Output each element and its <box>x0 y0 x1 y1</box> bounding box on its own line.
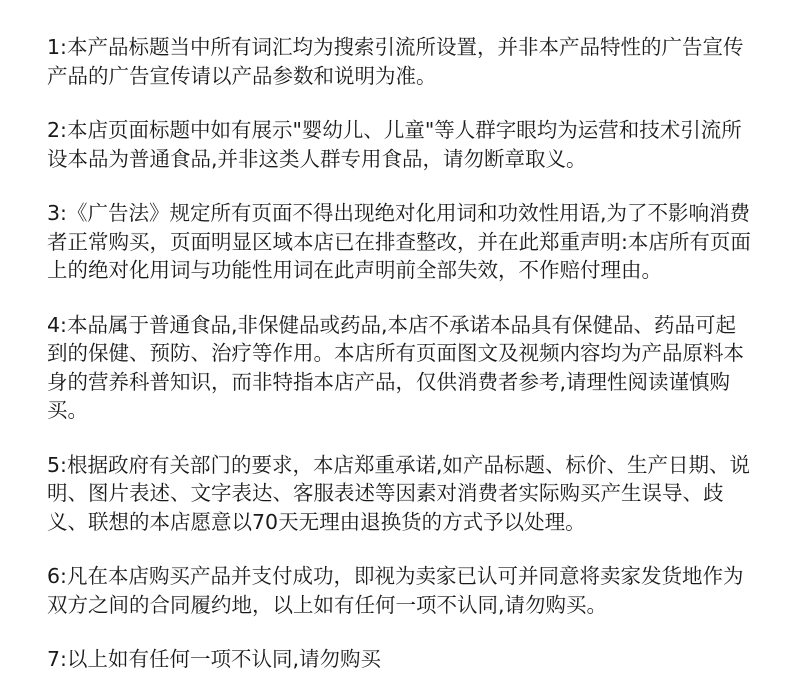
notice-paragraph-4: 4:本品属于普通食品,非保健品或药品,本店不承诺本品具有保健品、药品可起到的保健、预防、治疗等作用。本店所有页面图文及视频内容均为产品原料本身的营养科普知识，而非特指本店产品，仅供消费者参考,请理性阅读谨慎购买。 <box>47 312 744 422</box>
notice-paragraph-6: 6:凡在本店购买产品并支付成功，即视为卖家已认可并同意将卖家发货地作为双方之间的合同履约地，以上如有任何一项不认同,请勿购买。 <box>47 564 744 617</box>
notice-paragraph-5: 5:根据政府有关部门的要求，本店郑重承诺,如产品标题、标价、生产日期、说明、图片表述、文字表达、客服表述等因素对消费者实际购买产生误导、歧义、联想的本店愿意以70天无理由退换货的方式予以处理。 <box>47 452 750 534</box>
notice-paragraph-3: 3:《广告法》规定所有页面不得出现绝对化用词和功效性用语,为了不影响消费者正常购买，页面明显区域本店已在排查整改，并在此郑重声明:本店所有页面上的绝对化用词与功能性用词在此声明前全部失效，不作赔付理由。 <box>47 201 751 282</box>
notice-paragraph-2: 2:本店页面标题中如有展示"婴幼儿、儿童"等人群字眼均为运营和技术引流所设本品为普通食品,并非这类人群专用食品，请勿断章取义。 <box>47 118 742 171</box>
notice-paragraph-1: 1:本产品标题当中所有词汇均为搜索引流所设置，并非本产品特性的广告宣传产品的广告宣传请以产品参数和说明为准。 <box>47 35 744 88</box>
notice-paragraph-7: 7:以上如有任何一项不认同,请勿购买 <box>47 647 381 671</box>
